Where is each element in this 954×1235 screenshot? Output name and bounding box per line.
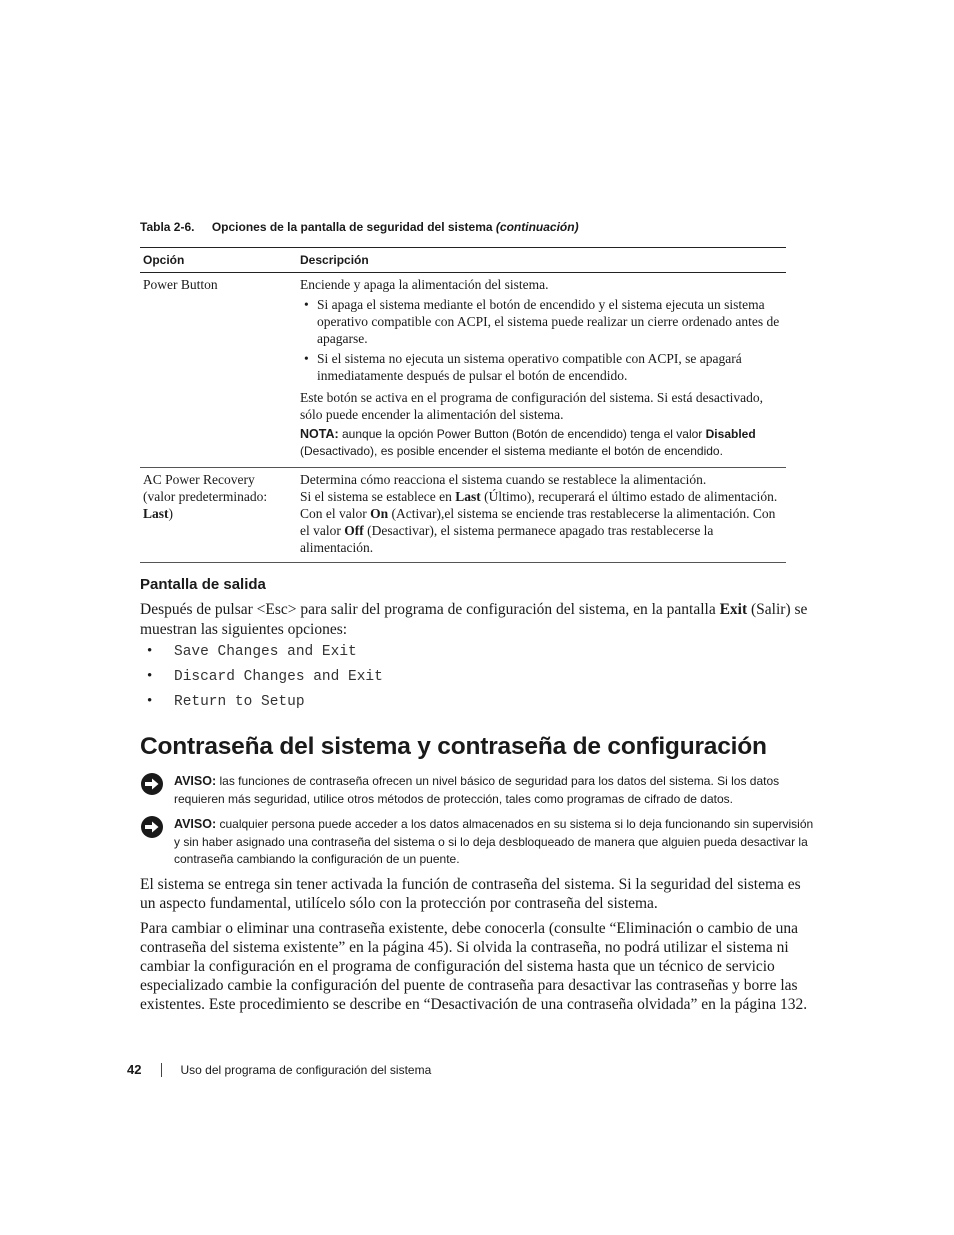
exit-para-text-2: (Salir) se muestran las siguientes opciones: (140, 601, 808, 638)
desc-bold-on: On (370, 506, 389, 521)
note-bold-2: Disabled (705, 427, 756, 441)
security-options-table (140, 247, 786, 563)
desc-text-4: (Desactivar), el sistema permanece apagado tras restablecerse la alimentación. (300, 523, 714, 555)
description-power-button (300, 276, 786, 467)
table-caption-title: Opciones de la pantalla de seguridad del sistema (211, 220, 493, 234)
description-ac-power-recovery (300, 471, 786, 562)
notice-arrow-icon (140, 772, 164, 796)
desc-bold-off: Off (344, 523, 364, 538)
notice-arrow-icon (140, 815, 164, 839)
exit-options-list (140, 644, 383, 719)
desc-intro: Enciende y apaga la alimentación del sistema. (300, 277, 549, 292)
desc-line-1: Determina cómo reacciona el sistema cuando se restablece la alimentación. (300, 472, 707, 487)
option-default-value: Last (143, 506, 169, 521)
exit-para-text-1: Después de pulsar <Esc> para salir del programa de configuración del sistema, en la pantalla (140, 601, 716, 618)
notice-body: cualquier persona puede acceder a los datos almacenados en su sistema si lo deja funcionando sin supervisión y sin haber asignado una contraseña del sistema o si lo deja desbloqueado de manera que alguien pueda desactivar la contraseña cambiando la configuración de un puente. (174, 817, 814, 866)
desc-bullet-list (300, 296, 782, 384)
list-item: • Return to Setup (140, 694, 383, 719)
option-line-2: (valor predeterminado: (143, 489, 268, 504)
page-number: 42 (127, 1062, 142, 1077)
notice-text (174, 816, 820, 869)
desc-body (300, 488, 782, 556)
desc-bold-last: Last (455, 489, 481, 504)
option-ac-power-recovery (140, 471, 300, 562)
list-item: • Discard Changes and Exit (140, 669, 383, 694)
footer-separator (161, 1063, 162, 1077)
page-footer (127, 1062, 431, 1077)
note-text-1: aunque la opción (342, 427, 434, 441)
header-description: Descripción (300, 253, 369, 267)
notice-1 (140, 773, 820, 808)
desc-text-1: Si el sistema se establece en (300, 489, 452, 504)
password-section-heading: Contraseña del sistema y contraseña de configuración (140, 733, 767, 760)
exit-screen-paragraph (140, 600, 820, 640)
notice-body: las funciones de contraseña ofrecen un nivel básico de seguridad para los datos del sistema. Si los datos requieren más seguridad, utilice otros métodos de protección, tales como programas de cifrado de datos. (174, 774, 780, 806)
password-paragraph-1: El sistema se entrega sin tener activada la función de contraseña del sistema. Si la seguridad del sistema es un aspecto fundamental, utilícelo sólo con la protección por contraseña del sistema. (140, 876, 801, 912)
exit-para-bold: Exit (719, 601, 748, 618)
list-item: • Si el sistema no ejecuta un sistema operativo compatible con ACPI, se apagará inmediatamente después de pulsar el botón de encendido. (300, 350, 782, 384)
header-option: Opción (143, 253, 185, 267)
note-label: NOTA: (300, 427, 339, 441)
password-paragraph-2: Para cambiar o eliminar una contraseña existente, debe conocerla (consulte “Eliminación o cambio de una contraseña del sistema existente” en la página 45). Si olvida la contraseña, no podrá utilizar el sistema ni cambiar la configuración en el programa de configuración del sistema hasta que un técnico de servicio especializado cambie la configuración del puente de contraseña para desactivar las contraseñas y borre las existentes. Este procedimiento se describe en “Desactivación de una contraseña olvidada” en la página 132. (140, 920, 808, 1013)
list-item: • Si apaga el sistema mediante el botón de encendido y el sistema ejecuta un sistema operativo compatible con ACPI, el sistema puede realizar un cierre ordenado antes de apagarse. (300, 296, 782, 347)
notice-text (174, 773, 820, 808)
note-text-3: (Desactivado), es posible encender el sistema mediante el botón de encendido. (300, 444, 723, 458)
list-item: • Save Changes and Exit (140, 644, 383, 669)
note-bold-1: Power Button (436, 427, 509, 441)
desc-text-3: (Activar),el sistema se enciende tras restablecerse la alimentación. Con el valor (300, 506, 776, 538)
notice-label: AVISO: (174, 774, 217, 788)
table-row (140, 273, 786, 468)
table-caption-continuation: (continuación) (495, 220, 579, 234)
desc-text-2: (Último), recuperará el último estado de alimentación. Con el valor (300, 489, 778, 521)
notice-label: AVISO: (174, 817, 217, 831)
footer-title: Uso del programa de configuración del sistema (180, 1062, 432, 1077)
table-row (140, 468, 786, 563)
note (300, 426, 782, 460)
table-caption (140, 220, 579, 234)
table-caption-label: Tabla 2-6. (140, 220, 195, 234)
table-header-row (140, 247, 786, 273)
option-power-button: Power Button (143, 277, 218, 292)
option-line-1: AC Power Recovery (143, 472, 255, 487)
desc-paragraph: Este botón se activa en el programa de configuración del sistema. Si está desactivado, sólo puede encender la alimentación del sistema. (300, 390, 763, 422)
notice-2 (140, 816, 820, 869)
option-line-end: ) (168, 506, 174, 521)
exit-screen-heading: Pantalla de salida (140, 576, 266, 593)
note-text-2: (Botón de encendido) tenga el valor (512, 427, 703, 441)
